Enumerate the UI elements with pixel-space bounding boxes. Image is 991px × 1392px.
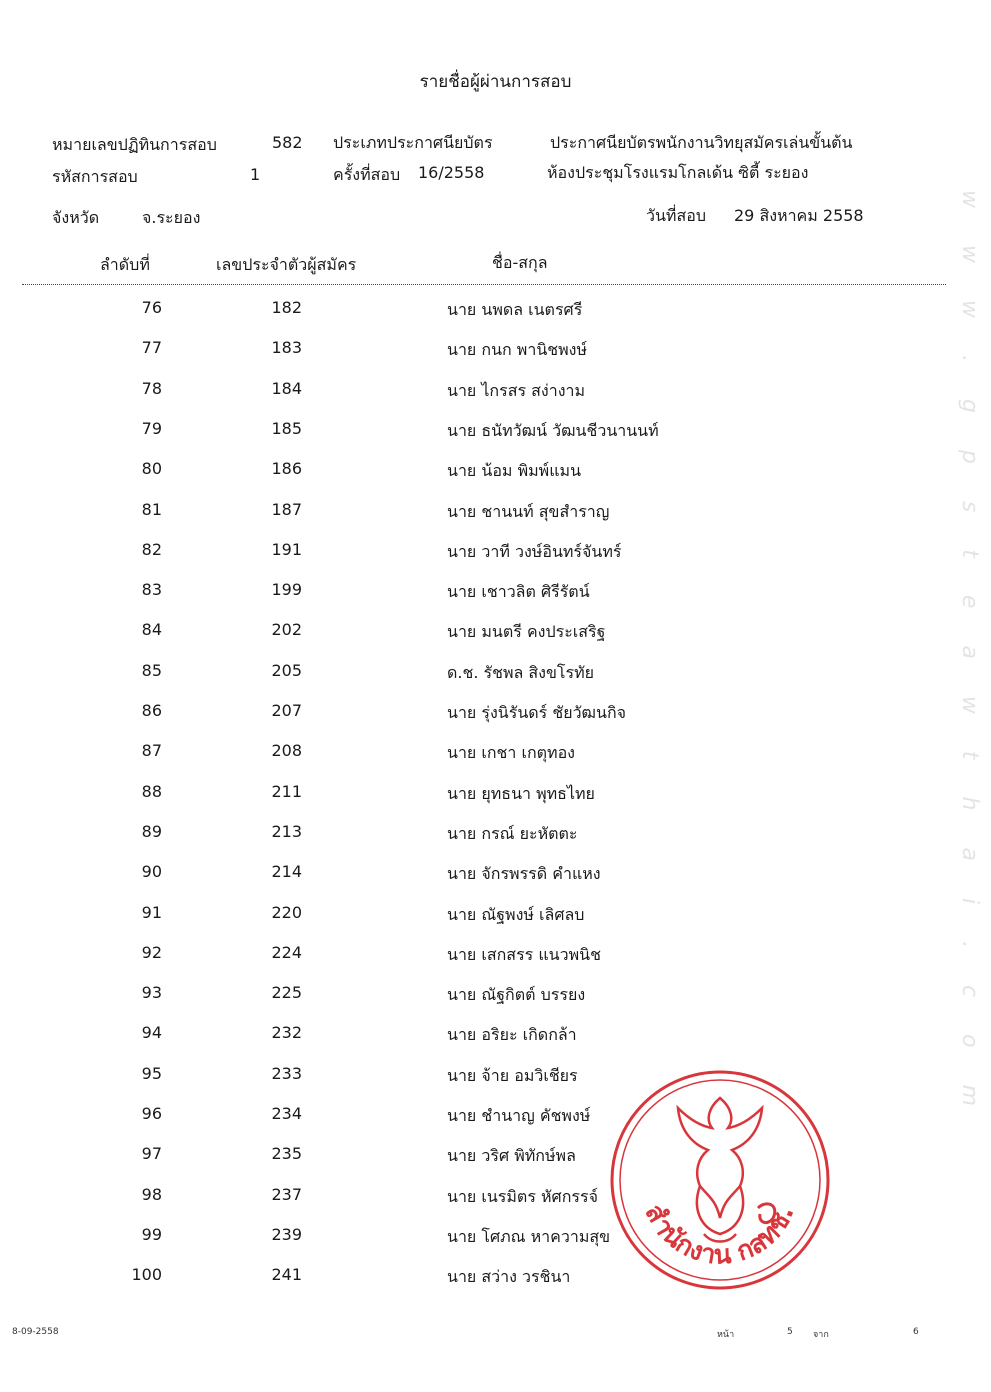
table-row [0,459,991,499]
table-row [0,540,991,580]
applicant-id: 225 [271,983,302,1003]
applicant-id: 224 [271,942,302,962]
row-no: 99 [141,1224,162,1244]
applicant-name: นาย ไกรสร สง่างาม [447,380,586,400]
table-row [0,741,991,781]
of-label: จาก [813,1330,829,1340]
exam-code-value: 1 [250,165,261,184]
exam-venue: ห้องประชุมโรงแรมโกลเด้น ซิตี้ ระยอง [547,163,809,182]
row-no: 89 [141,821,162,841]
applicant-id: 208 [271,741,302,761]
row-no: 100 [131,1265,162,1285]
table-row [0,419,991,459]
page-label: หน้า [717,1330,735,1340]
row-no: 91 [141,902,162,922]
applicant-name: นาย ณัฐพงษ์ เลิศลบ [447,904,585,924]
province-value: จ.ระยอง [142,208,201,227]
applicant-name: นาย จักรพรรดิ คำแหง [447,864,601,884]
office-seal-stamp [608,1068,832,1292]
print-date: 8-09-2558 [12,1327,59,1337]
applicant-id: 184 [271,378,302,398]
applicant-id: 211 [271,781,302,801]
row-no: 81 [141,499,162,519]
applicant-id: 235 [271,1144,302,1164]
applicant-name: นาย ยุทธนา พุทธไทย [447,783,595,803]
applicant-name: นาย กนก พานิชพงษ์ [447,340,588,360]
table-row [0,661,991,701]
announce-type-label: ประเภทประกาศนียบัตร [333,133,493,152]
watermark [952,190,982,1300]
applicant-name: นาย เชาวลิต ศิรีรัตน์ [447,582,590,602]
applicant-id: 207 [271,701,302,720]
table-row [0,943,991,983]
applicant-id: 234 [271,1104,302,1123]
exam-calendar-label: หมายเลขปฏิทินการสอบ [52,135,217,154]
applicant-id: 202 [271,620,302,640]
applicant-name: นาย โศภณ หาความสุข [447,1226,611,1246]
applicant-id: 220 [271,902,302,922]
applicant-name: นาย น้อม พิมพ์แมน [447,461,581,481]
applicant-id: 187 [271,499,302,519]
applicant-name: ด.ช. รัชพล สิงขโรทัย [447,662,595,682]
applicant-name: นาย ชานนท์ สุขสำราญ [447,501,610,521]
applicant-id: 232 [271,1023,302,1043]
table-row [0,500,991,540]
row-no: 87 [141,741,162,761]
row-no: 84 [141,620,162,640]
table-row [0,1225,991,1265]
row-no: 78 [141,378,162,398]
page-title: รายชื่อผู้ผ่านการสอบ [419,72,572,92]
applicant-name: นาย นพดล เนตรศรี [447,300,583,319]
applicant-id: 199 [271,580,302,600]
table-row [0,983,991,1023]
row-no: 88 [141,781,162,801]
row-no: 90 [141,862,162,882]
header-divider [22,284,946,285]
round-value: 16/2558 [418,163,485,182]
row-no: 79 [141,418,162,438]
applicant-id: 239 [271,1224,302,1244]
applicant-id: 182 [271,298,302,317]
row-no: 83 [141,580,162,600]
table-row [0,822,991,862]
page-total: 6 [913,1327,919,1337]
table-row [0,1064,991,1104]
table-row [0,862,991,902]
province-label: จังหวัด [52,208,100,227]
applicant-id: 186 [271,459,302,479]
row-no: 92 [141,942,162,962]
table-row [0,338,991,378]
row-no: 82 [141,539,162,559]
applicant-name: นาย มนตรี คงประเสริฐ [447,622,606,642]
applicant-name: นาย วริศ พิทักษ์พล [447,1146,576,1166]
applicant-id: 213 [271,821,302,841]
applicant-name: นาย จ้าย อมวิเชียร [447,1065,578,1085]
row-no: 85 [141,660,162,680]
applicant-id: 185 [271,418,302,438]
row-no: 76 [141,298,162,317]
applicant-name: นาย เนรมิตร หัศกรรจ์ [447,1186,598,1206]
applicant-name: นาย สว่าง วรชินา [447,1267,571,1287]
exam-calendar-value: 582 [272,133,303,152]
applicant-id: 191 [271,539,302,559]
applicant-name: นาย อริยะ เกิดกล้า [447,1025,577,1045]
exam-code-label: รหัสการสอบ [52,167,138,186]
table-row [0,1023,991,1063]
applicant-name: นาย เกชา เกตุทอง [447,743,575,763]
row-no: 96 [141,1104,162,1123]
applicant-name: นาย กรณ์ ยะหัตตะ [447,823,578,843]
round-label: ครั้งที่สอบ [333,165,401,184]
exam-date-value: 29 สิงหาคม 2558 [734,206,864,225]
table-row [0,1144,991,1184]
table-row [0,580,991,620]
applicant-id: 183 [271,338,302,358]
column-header-name: ชื่อ-สกุล [492,253,548,272]
table-row [0,298,991,338]
page-current: 5 [787,1327,793,1337]
applicant-id: 214 [271,862,302,882]
announce-type-value: ประกาศนียบัตรพนักงานวิทยุสมัครเล่นขั้นต้น [550,133,853,152]
table-row [0,903,991,943]
table-row [0,782,991,822]
table-row [0,620,991,660]
applicant-id: 241 [271,1265,302,1285]
applicant-id: 237 [271,1184,302,1204]
row-no: 77 [141,338,162,358]
column-header-applicant-id: เลขประจำตัวผู้สมัคร [216,255,357,274]
applicant-name: นาย รุ่งนิรันดร์ ชัยวัฒนกิจ [447,703,626,722]
applicant-id: 233 [271,1063,302,1083]
applicant-name: นาย วาที วงษ์อินทร์จันทร์ [447,541,622,561]
row-no: 94 [141,1023,162,1043]
row-no: 93 [141,983,162,1003]
row-no: 97 [141,1144,162,1164]
table-row [0,1185,991,1225]
applicant-id: 205 [271,660,302,680]
row-no: 98 [141,1184,162,1204]
exam-date-label: วันที่สอบ [646,206,706,225]
table-row [0,1265,991,1305]
table-row [0,1104,991,1144]
applicant-name: นาย เสกสรร แนวพนิช [447,944,601,964]
row-no: 86 [141,701,162,720]
applicant-name: นาย ชำนาญ คัชพงษ์ [447,1106,591,1125]
row-no: 95 [141,1063,162,1083]
watermark-text: w w w . g p s t e a w t h a i . c o m [957,190,982,1122]
table-row [0,701,991,741]
applicant-name: นาย ณัฐกิตต์ บรรยง [447,985,586,1005]
table-row [0,379,991,419]
row-no: 80 [141,459,162,479]
seal-text: สำนักงาน กสทช. [638,1199,801,1271]
applicant-name: นาย ธนัทวัฒน์ วัฒนชีวนานนท์ [447,420,659,440]
column-header-no: ลำดับที่ [100,255,150,274]
